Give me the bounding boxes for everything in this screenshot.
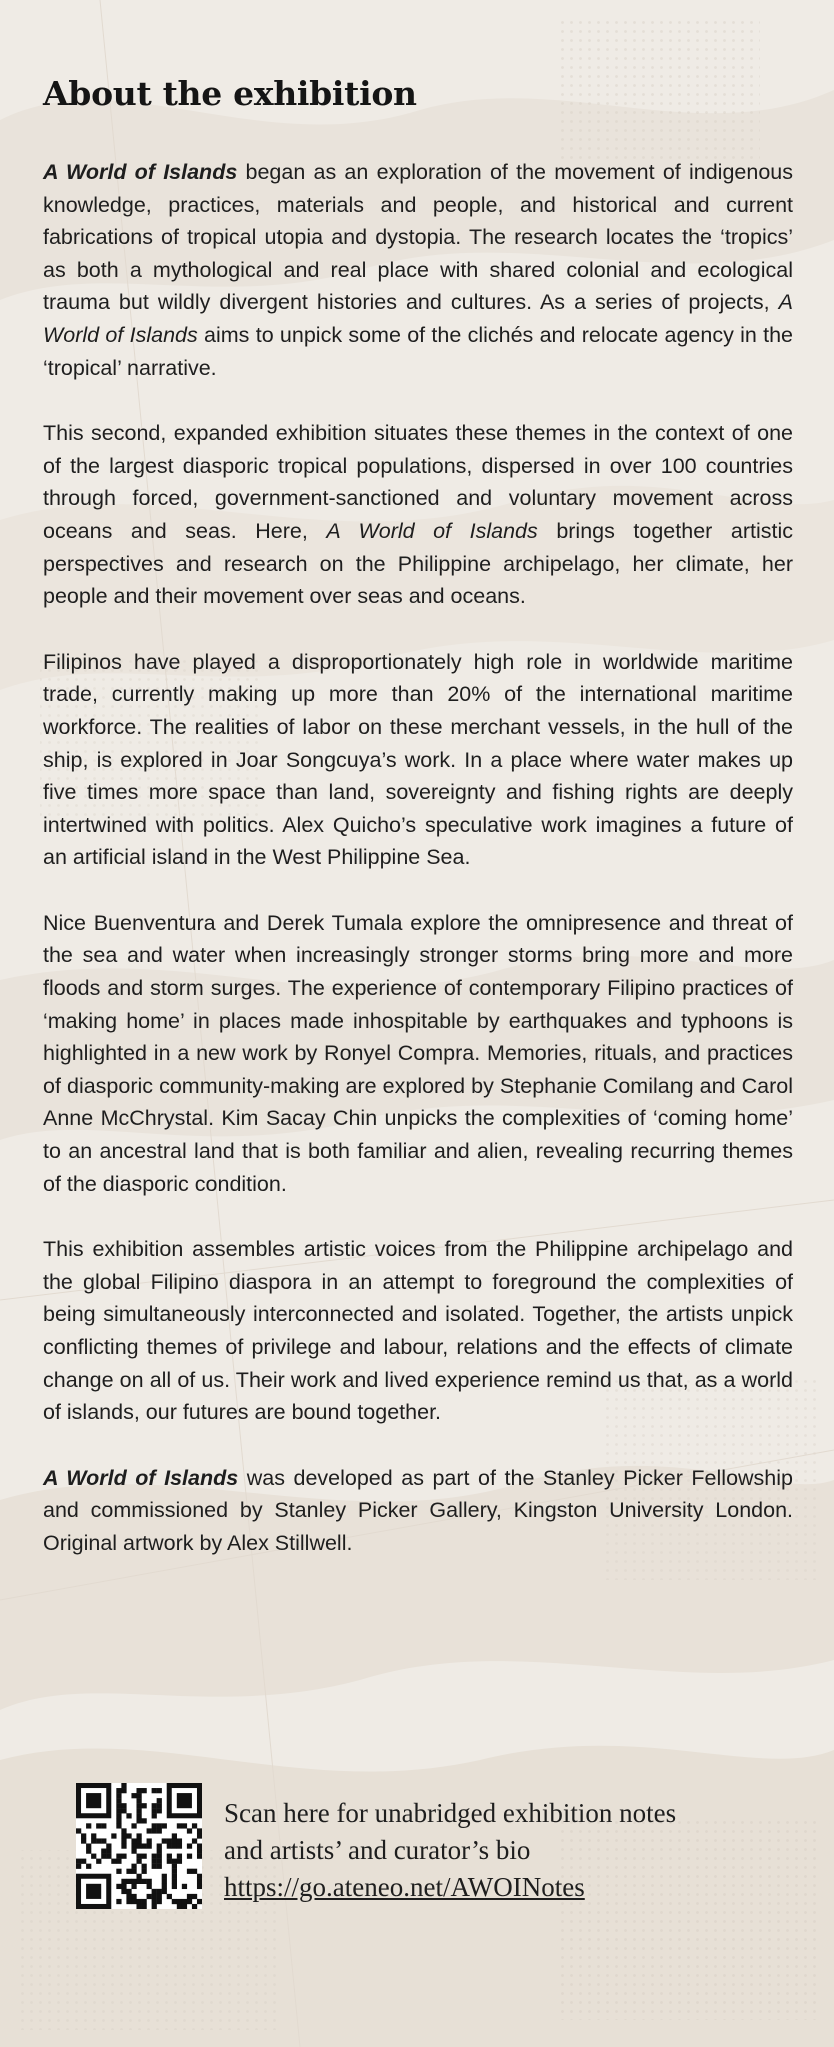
scan-instructions — [224, 1795, 676, 1906]
paragraph-5: This exhibition assembles artistic voices from the Philippine archipelago and the global Filipino diaspora in an attempt to foreground the complexities of being simultaneously interconnected and isolated. Together, the artists unpick conflicting themes of privilege and labour, relations and the effects of climate change on all of us. Their work and lived experience remind us that, as a world of islands, our futures are bound together. — [43, 1237, 793, 1425]
exhibition-text — [43, 74, 793, 1593]
exhibition-name-italic: A World of Islands — [326, 518, 538, 543]
page-title: About the exhibition — [43, 74, 417, 113]
paragraph-2: This second, expanded exhibition situates these themes in the context of one of the largest diasporic tropical populations, dispersed in over 100 countries through forced, government-sanctioned and voluntary movement across oceans and seas. Here, A World of Islands brings together artistic perspectives and research on the Philippine archipelago, her climate, her people and their movement over seas and oceans. — [43, 421, 793, 609]
exhibition-name: A World of Islands — [43, 1465, 239, 1490]
exhibition-name: A World of Islands — [43, 160, 238, 184]
paragraph-4: Nice Buenventura and Derek Tumala explore the omnipresence and threat of the sea and water when increasingly stronger storms bring more and more floods and storm surges. The experience of contemporary Filipino practices of ‘making home’ in places made inhospitable by earthquakes and typhoons is highlighted in a new work by Ronyel Compra. Memories, rituals, and practices of diasporic community-making are explored by Stephanie Comilang and Carol Anne McChrystal. Kim Sacay Chin unpicks the complexities of ‘coming home’ to an ancestral land that is both familiar and alien, revealing recurring themes of the diasporic condition. — [43, 910, 793, 1196]
notes-link[interactable]: https://go.ateneo.net/AWOINotes — [224, 1872, 585, 1902]
paragraph-1: A World of Islands began as an exploration of the movement of indigenous knowledge, practices, materials and people, and historical and current fabrications of tropical utopia and dystopia. The research locates the ‘tropics’ as both a mythological and real place with shared colonial and ecological trauma but wildly divergent histories and cultures. As a series of projects, A World of Islands aims to unpick some of the clichés and relocate agency in the ‘tropical’ narrative. — [43, 160, 793, 380]
scan-line-1: Scan here for unabridged exhibition notes — [224, 1798, 677, 1828]
qr-code-icon[interactable] — [76, 1783, 202, 1909]
scan-line-2: and artists’ and curator’s bio — [224, 1835, 531, 1865]
paragraph-6: A World of Islands was developed as part of the Stanley Picker Fellowship and commissioned by Stanley Picker Gallery, Kingston University London. Original artwork by Alex Stillwell. — [43, 1465, 793, 1555]
exhibition-name-italic: A World of Islands — [43, 290, 793, 347]
notes-footer — [76, 1783, 776, 1913]
paragraph-3: Filipinos have played a disproportionately high role in worldwide maritime trade, currently making up more than 20% of the international maritime workforce. The realities of labor on these merchant vessels, in the hull of the ship, is explored in Joar Songcuya’s work. In a place where water makes up five times more space than land, sovereignty and fishing rights are deeply intertwined with politics. Alex Quicho’s speculative work imagines a future of an artificial island in the West Philippine Sea. — [43, 649, 793, 870]
